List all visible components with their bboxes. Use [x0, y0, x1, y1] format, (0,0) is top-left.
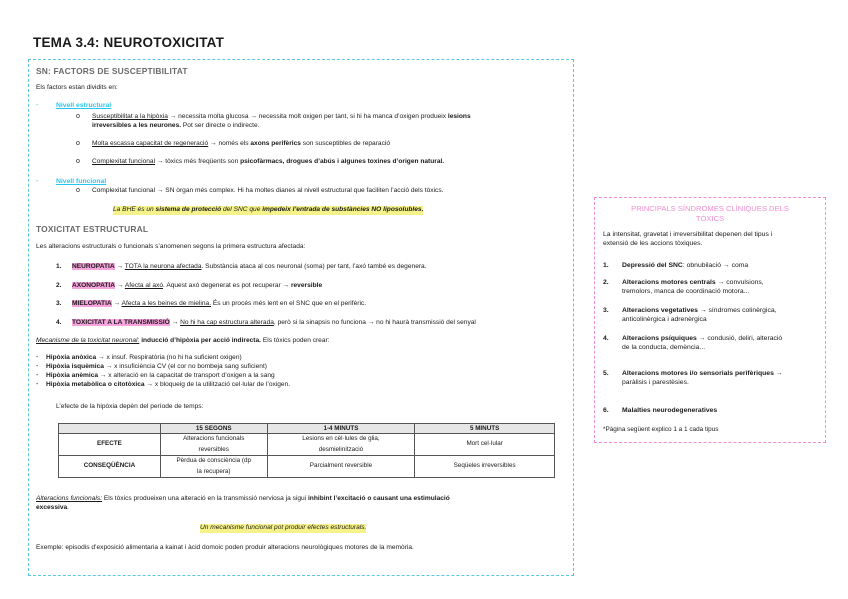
- table-header-row: [59, 424, 555, 434]
- structural-item-regeneration: Molta escassa capacitat de regeneració → només els axons perifèrics son susceptibles de reparació: [92, 140, 391, 147]
- structural-item-hypoxia: Susceptibilitat a la hipòxia → necessita molta glucosa → necessita molt oxigen per tant, si hi ha manca d’oxigen produeix lesions: [92, 113, 471, 120]
- side-list-item: Alteracions motores centrals → convulsions, tremolors, manca de coordinació motora...: [622, 279, 764, 295]
- functional-alterations-cont: excessiva.: [36, 504, 70, 511]
- side-intro: La intensitat, gravetat i irreversibilitat depenen del tipus i extensió de les accions tòxiques.: [603, 231, 773, 247]
- list-number: 2.: [56, 282, 62, 289]
- structural-intro: Les alteracions estructurals o funcionals s’anomenen segons la primera estructura afectada:: [36, 243, 306, 250]
- functional-note-highlight: Un mecanisme funcional pot produir efectes estructurals.: [200, 524, 367, 531]
- bhe-highlight: La BHE és un sistema de protecció del SNC que impedeix l’entrada de substàncies NO liposolubles.: [113, 206, 424, 213]
- bullet-circle: o: [76, 187, 80, 194]
- example-text: Exemple: episodis d’exposició alimentaria a kainat i àcid domoic poden produir alteracions neurològiques motores de la memòria.: [36, 544, 414, 551]
- side-title: PRINCIPALS SÍNDROMES CLÍNIQUES DELS TÒXICS: [631, 204, 789, 223]
- hypoxia-item: Hipòxia metabòlica o citotòxica → x bloqueig de la utilització cel·lular de l’oxigen.: [46, 381, 291, 388]
- functional-item-complexity: Complexitat funcional → SN òrgan més complex. Hi ha moltes dianes al nivell estructural que faciliten l’acció dels tòxics.: [92, 187, 444, 194]
- side-list-number: 1.: [603, 262, 609, 269]
- bullet-circle: o: [76, 113, 80, 120]
- list-item-axonopatia: AXONOPATIA → Afecta al axó. Aquest axó degenerat es pot recuperar → reversible: [72, 282, 323, 289]
- page-title: TEMA 3.4: NEUROTOXICITAT: [33, 35, 225, 50]
- side-list-number: 3.: [603, 307, 609, 314]
- side-note: *Pàgina següent explico 1 a 1 cada tipus: [603, 426, 719, 433]
- section-heading-structural: TOXICITAT ESTRUCTURAL: [36, 224, 149, 234]
- hypoxia-table: [58, 423, 555, 478]
- bullet-dash: -: [36, 372, 39, 379]
- table-header-cell: 5 MINUTS: [415, 424, 555, 434]
- side-list-item: Alteracions motores i/o sensorials perifèriques → paràlisis i parestèsies.: [622, 370, 783, 386]
- side-list-item: Depressió del SNC: obnubilació → coma: [622, 262, 749, 269]
- side-list-number: 5.: [603, 370, 609, 377]
- side-list-number: 6.: [603, 407, 609, 414]
- bullet-dash: -: [36, 102, 39, 109]
- side-list-item: Malalties neurodegeneratives: [622, 407, 718, 414]
- list-number: 4.: [56, 319, 62, 326]
- table-cell: Pèrdua de consciència (dp la recupera): [160, 456, 267, 478]
- table-row: [59, 456, 555, 478]
- table-row: [59, 434, 555, 456]
- table-header-cell: 15 SEGONS: [160, 424, 267, 434]
- side-list-number: 4.: [603, 335, 609, 342]
- functional-level-label: Nivell funcional: [56, 178, 107, 185]
- table-cell: Seqüeles irreversibles: [415, 456, 555, 478]
- bullet-dash: -: [36, 381, 39, 388]
- mechanism-line: Mecanisme de la toxicitat neuronal: inducció d’hipòxia per acció indirecta. Els tòxics poden crear:: [36, 337, 330, 344]
- bullet-circle: o: [76, 158, 80, 165]
- list-number: 1.: [56, 263, 62, 270]
- list-item-neuropatia: NEUROPATIA → TOTA la neurona afectada. Substància ataca al cos neuronal (soma) per tant, l’axó també es degenera.: [72, 263, 427, 270]
- functional-alterations-line: Alteracions funcionals: Els tòxics produeixen una alteració en la transmissió nerviosa ja sigui inhibint l’excitació o causant una estimulació: [36, 495, 450, 502]
- table-header-cell: 1-4 MINUTS: [267, 424, 415, 434]
- bullet-circle: o: [76, 140, 80, 147]
- bullet-dash: -: [36, 354, 39, 361]
- table-cell: Lesions en cèl·lules de glia, desmielinització: [267, 434, 415, 456]
- section-heading-susceptibility: SN: FACTORS DE SUSCEPTIBILITAT: [36, 66, 188, 76]
- side-list-item: Alteracions vegetatives → síndromes colinèrgica, anticolinèrgica i adrenèrgica: [622, 307, 777, 323]
- hypoxia-time-intro: L’efecte de la hipòxia depèn del període de temps:: [56, 403, 204, 410]
- table-cell: Parcialment reversible: [267, 456, 415, 478]
- table-row-label: CONSEQÜÈNCIA: [59, 456, 161, 478]
- structural-item-hypoxia-cont: irreversibles a les neurones. Pot ser directe o indirecte.: [92, 122, 260, 129]
- bullet-dash: -: [36, 178, 39, 185]
- structural-level-label: Nivell estructural: [56, 102, 112, 109]
- list-item-mielopatia: MIELOPATIA → Afecta a les beines de mielina. És un procés més lent en el SNC que en el perifèric.: [72, 300, 367, 307]
- intro-text: Els factors estan dividits en:: [36, 84, 118, 91]
- list-number: 3.: [56, 300, 62, 307]
- table-header-cell: [59, 424, 161, 434]
- table-cell: Alteracions funcionals reversibles: [160, 434, 267, 456]
- hypoxia-item: Hipòxia anòxica → x insuf. Respiratòria (no hi ha suficient oxigen): [46, 354, 242, 361]
- list-item-transmissio: TOXICITAT A LA TRANSMISSIÓ → No hi ha cap estructura alterada, però si la sinapsis no funciona → no hi haurà transmissió del senyal: [72, 319, 476, 326]
- table-row-label: EFECTE: [59, 434, 161, 456]
- side-list-item: Alteracions psíquiques → condusió, deliri, alteració de la conducta, demència...: [622, 335, 783, 351]
- bullet-dash: -: [36, 363, 39, 370]
- hypoxia-item: Hipòxia anèmica → x alteració en la capacitat de transport d’oxigen a la sang: [46, 372, 275, 379]
- hypoxia-item: Hipòxia isquèmica → x insuficiència CV (el cor no bombeja sang suficient): [46, 363, 267, 370]
- table-cell: Mort cel·lular: [415, 434, 555, 456]
- structural-item-complexity: Complexitat funcional → tòxics més freqüents son psicofàrmacs, drogues d’abús i algunes toxines d’origen natural.: [92, 158, 445, 165]
- side-list-number: 2.: [603, 279, 609, 286]
